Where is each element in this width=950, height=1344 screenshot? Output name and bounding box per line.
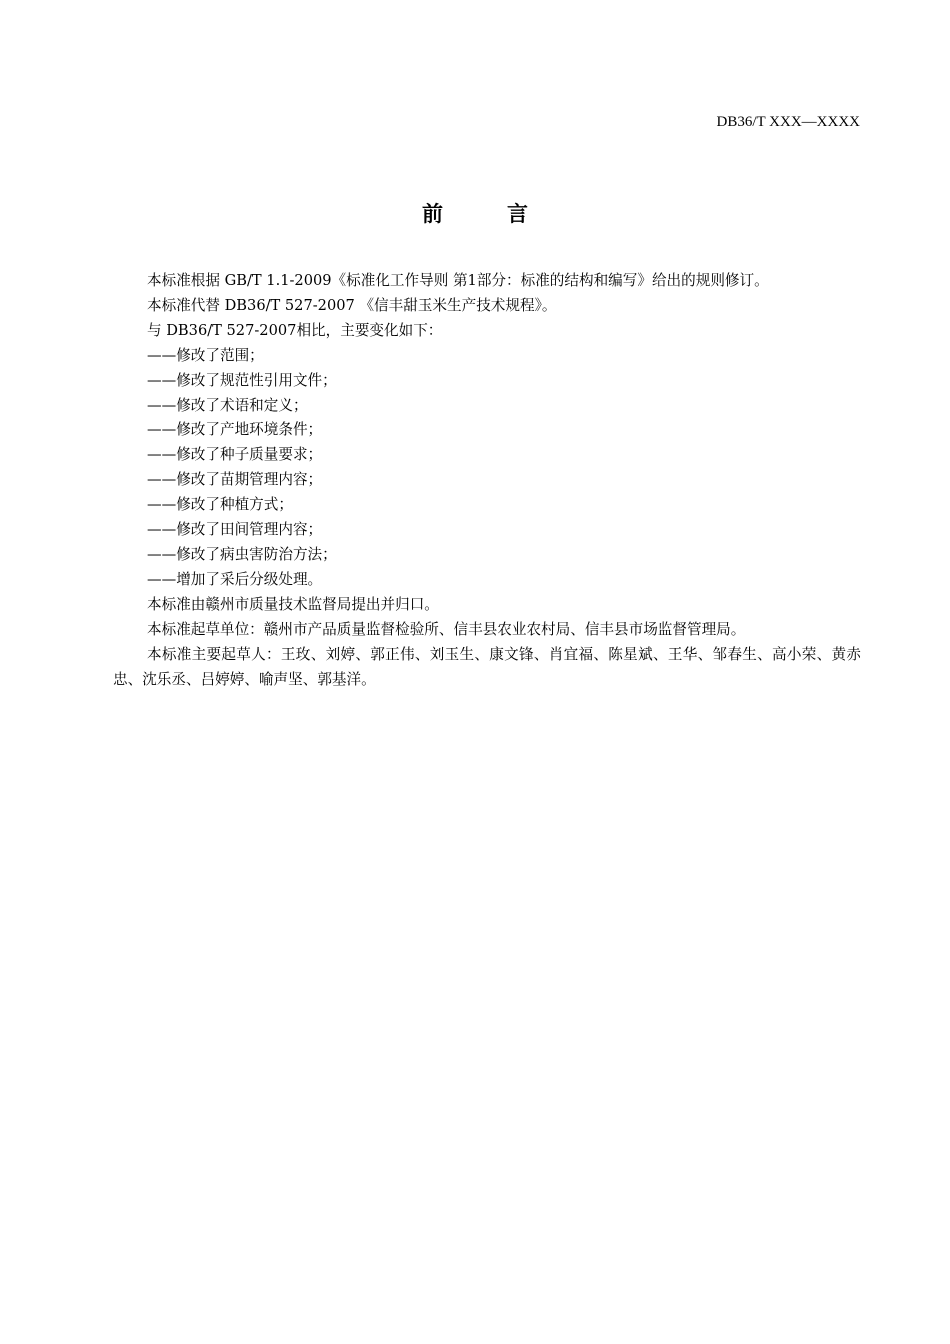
change-item: ——修改了苗期管理内容； — [147, 471, 323, 489]
paragraph: 与 DB36/T 527-2007相比，主要变化如下： — [147, 321, 443, 339]
paragraph: 本标准起草单位：赣州市产品质量监督检验所、信丰县农业农村局、信丰县市场监督管理局。 — [147, 620, 746, 638]
paragraph: 本标准由赣州市质量技术监督局提出并归口。 — [147, 595, 439, 613]
paragraph: 本标准根据 GB/T 1.1-2009《标准化工作导则 第1部分：标准的结构和编写》给出的规则修订。 — [147, 272, 769, 289]
change-item: ——修改了种子质量要求； — [147, 446, 323, 464]
change-item: ——修改了术语和定义； — [147, 396, 308, 414]
change-item: ——修改了范围； — [147, 346, 264, 364]
change-item: ——修改了产地环境条件； — [147, 421, 323, 439]
paragraph: 本标准主要起草人：王玫、刘婷、郭正伟、刘玉生、康文锋、肖宜福、陈星斌、王华、邹春生、高小荣、黄赤忠、沈乐丞、吕婷婷、喻声坚、郭基洋。 — [113, 645, 861, 688]
page-title: 前言 — [422, 202, 592, 226]
change-item: ——修改了种植方式； — [147, 496, 293, 514]
change-item: ——修改了田间管理内容； — [147, 521, 323, 539]
change-item: ——增加了采后分级处理。 — [147, 570, 323, 588]
change-item: ——修改了病虫害防治方法； — [147, 545, 337, 563]
standard-code: DB36/T XXX—XXXX — [716, 114, 860, 130]
foreword-body — [113, 269, 861, 692]
change-item: ——修改了规范性引用文件； — [147, 371, 337, 389]
paragraph: 本标准代替 DB36/T 527-2007 《信丰甜玉米生产技术规程》。 — [147, 296, 557, 314]
